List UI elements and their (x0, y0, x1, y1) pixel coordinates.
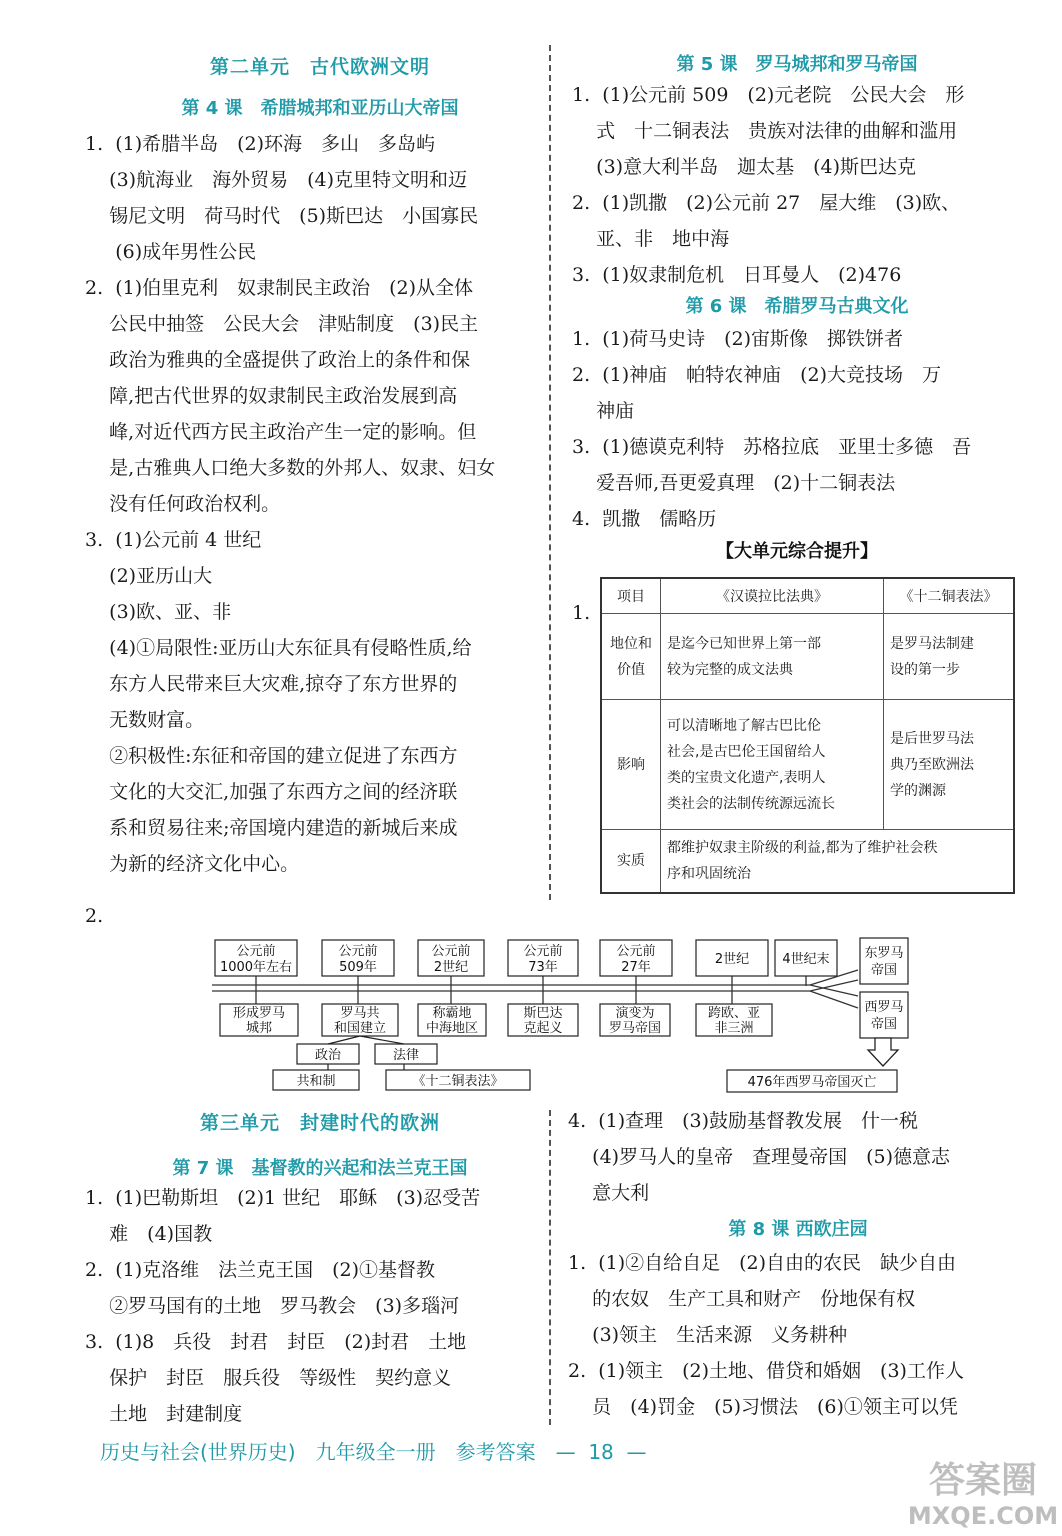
row-label: 影响 (601, 700, 661, 830)
timeline-event-line: 跨欧、亚 (707, 1006, 761, 1021)
answer-line: 亚、非 地中海 (572, 228, 730, 250)
lesson-7-title: 第 7 课 基督教的兴起和法兰克王国 (172, 1158, 468, 1179)
table-cell: 典乃至欧洲法 (890, 756, 974, 773)
fall-of-west-rome-label: 476年西罗马帝国灭亡 (747, 1075, 877, 1090)
column-divider-bottom (549, 1110, 551, 1425)
table-cell: 都维护奴隶主阶级的利益,都为了维护社会秩 (667, 840, 938, 856)
timeline-date-line: 27年 (621, 960, 651, 975)
answer-line: 1. (1)②自给自足 (2)自由的农民 缺少自由 (568, 1252, 957, 1274)
timeline-event-line: 克起义 (523, 1021, 563, 1036)
timeline-event-line: 罗马帝国 (608, 1021, 662, 1036)
answer-line: (3)领主 生活来源 义务耕种 (568, 1324, 848, 1346)
answer-line: 无数财富。 (85, 709, 205, 731)
answer-line: 神庙 (572, 400, 635, 422)
table-header-hammurabi: 《汉谟拉比法典》 (661, 578, 884, 614)
politics-label: 政治 (314, 1048, 342, 1063)
answer-line: 峰,对近代西方民主政治产生一定的影响。但 (85, 421, 477, 443)
table-cell: 类社会的法制传统源远流长 (667, 795, 835, 812)
answer-line: 是,古雅典人口绝大多数的外邦人、奴隶、妇女 (85, 457, 496, 479)
answer-line: 1. (1)公元前 509 (2)元老院 公民大会 形 (572, 84, 965, 106)
item-1-number: 1. (572, 602, 591, 624)
answer-line: (3)航海业 海外贸易 (4)克里特文明和迈 (85, 169, 467, 191)
answer-line: 式 十二铜表法 贵族对法律的曲解和滥用 (572, 120, 958, 142)
answer-line: 政治为雅典的全盛提供了政治上的条件和保 (85, 349, 471, 371)
answer-line: 3. (1)德谟克利特 苏格拉底 亚里士多德 吾 (572, 436, 972, 458)
lesson-5-title: 第 5 课 罗马城邦和罗马帝国 (676, 54, 918, 75)
unit-3-title: 第三单元 封建时代的欧洲 (199, 1112, 440, 1134)
unit-2-title: 第二单元 古代欧洲文明 (209, 56, 430, 78)
table-row (601, 830, 1014, 894)
table-header-item: 项目 (601, 578, 661, 614)
lesson-6-title: 第 6 课 希腊罗马古典文化 (685, 296, 909, 317)
answer-line: (4)①局限性:亚历山大东征具有侵略性质,给 (85, 637, 472, 659)
lesson-7-item-4 (568, 1103, 1028, 1211)
timeline-date-line: 公元前 (236, 944, 276, 959)
answer-line: 4. 凯撒 儒略历 (572, 508, 717, 530)
east-rome-label: 东罗马 (864, 946, 904, 961)
roman-history-timeline (0, 930, 1062, 1095)
answer-line: (3)欧、亚、非 (85, 601, 232, 623)
row-label: 价值 (617, 661, 645, 678)
row-label: 实质 (601, 830, 661, 894)
answer-line: (4)罗马人的皇帝 查理曼帝国 (5)德意志 (568, 1146, 950, 1168)
answer-line: ②罗马国有的土地 罗马教会 (3)多瑙河 (85, 1295, 460, 1317)
down-arrow-icon (868, 1038, 898, 1066)
answer-line: 2. (1)凯撒 (2)公元前 27 屋大维 (3)欧、 (572, 192, 961, 214)
item-2-number: 2. (85, 905, 104, 927)
lesson-8-title: 第 8 课 西欧庄园 (728, 1219, 868, 1240)
answer-line: 文化的大交汇,加强了东西方之间的经济联 (85, 781, 458, 803)
republic-label: 共和制 (296, 1074, 336, 1089)
answer-line: 员 (4)罚金 (5)习惯法 (6)①领主可以凭 (568, 1396, 958, 1418)
answer-line: 1. (1)希腊半岛 (2)环海 多山 多岛屿 (85, 133, 436, 155)
page-footer: 历史与社会(世界历史) 九年级全一册 参考答案 — 18 — (100, 1440, 647, 1464)
table-cell: 是迄今已知世界上第一部 (667, 635, 821, 652)
answer-line: (3)意大利半岛 迦太基 (4)斯巴达克 (572, 156, 916, 178)
summary-title: 【大单元综合提升】 (716, 541, 878, 562)
table-cell: 是后世罗马法 (890, 730, 974, 747)
watermark-logo (908, 1450, 1058, 1532)
lesson-4-answers (85, 126, 495, 882)
timeline-date-line: 公元前 (338, 944, 378, 959)
answer-line: 锡尼文明 荷马时代 (5)斯巴达 小国寡民 (85, 205, 479, 227)
answer-line: 没有任何政治权利。 (85, 493, 281, 515)
lesson-8-answers (568, 1245, 964, 1425)
answer-line: 1. (1)荷马史诗 (2)宙斯像 掷铁饼者 (572, 328, 904, 350)
table-cell: 设的第一步 (890, 661, 960, 678)
timeline-event-line: 和国建立 (333, 1021, 387, 1036)
timeline-event-line: 称霸地 (432, 1006, 472, 1021)
table-cell: 较为完整的成文法典 (667, 661, 793, 678)
watermark-text: 答案圈 (928, 1460, 1038, 1501)
timeline-date-line: 73年 (528, 960, 558, 975)
east-rome-label: 帝国 (870, 963, 898, 978)
table-cell: 序和巩固统治 (667, 866, 751, 882)
answer-line: 2. (1)领主 (2)土地、借贷和婚姻 (3)工作人 (568, 1360, 964, 1382)
timeline-date-line: 公元前 (523, 944, 563, 959)
timeline-event-line: 形成罗马 (232, 1006, 286, 1021)
west-rome-label: 西罗马 (864, 1000, 904, 1015)
answer-line: 爱吾师,吾更爱真理 (2)十二铜表法 (572, 472, 896, 494)
timeline-event-line: 非三洲 (714, 1021, 754, 1036)
table-cell: 学的渊源 (890, 782, 946, 799)
timeline-date-line: 1000年左右 (219, 960, 293, 975)
answer-line: 2. (1)克洛维 法兰克王国 (2)①基督教 (85, 1259, 436, 1281)
table-cell: 社会,是古巴伦王国留给人 (667, 743, 826, 760)
answer-line: 保护 封臣 服兵役 等级性 契约意义 (85, 1367, 452, 1389)
answer-line: 东方人民带来巨大灾难,掠夺了东方世界的 (85, 673, 458, 695)
answer-line: 障,把古代世界的奴隶制民主政治发展到高 (85, 385, 458, 407)
table-row (601, 614, 1014, 700)
answer-line: 3. (1)奴隶制危机 日耳曼人 (2)476 (572, 264, 902, 286)
watermark-url: MXQE.COM (908, 1502, 1058, 1530)
column-divider-top (549, 45, 551, 900)
answer-line: ②积极性:东征和帝国的建立促进了东西方 (85, 745, 458, 767)
answer-line: 土地 封建制度 (85, 1403, 243, 1425)
timeline-date-line: 4世纪末 (782, 952, 830, 967)
timeline-date-line: 2世纪 (433, 960, 469, 975)
timeline-event-line: 斯巴达 (523, 1006, 563, 1021)
answer-line: 难 (4)国教 (85, 1223, 213, 1245)
timeline-date-line: 509年 (339, 960, 377, 975)
answer-line: (2)亚历山大 (85, 565, 213, 587)
lesson-4-title: 第 4 课 希腊城邦和亚历山大帝国 (181, 98, 459, 119)
row-label: 地位和 (610, 635, 652, 652)
table-cell: 可以清晰地了解古巴比伦 (667, 717, 821, 734)
timeline-date-line: 2世纪 (714, 952, 750, 967)
table-cell: 类的宝贵文化遗产,表明人 (667, 769, 826, 786)
lesson-5-answers (572, 77, 964, 293)
timeline-event-line: 演变为 (615, 1006, 655, 1021)
answer-line: 3. (1)公元前 4 世纪 (85, 529, 262, 551)
timeline-event-line: 罗马共 (340, 1006, 380, 1021)
answer-line: 的农奴 生产工具和财产 份地保有权 (568, 1288, 916, 1310)
lesson-6-answers (572, 321, 971, 537)
law-label: 法律 (392, 1048, 420, 1063)
law-comparison-table (600, 577, 1015, 894)
answer-line: 1. (1)巴勒斯坦 (2)1 世纪 耶稣 (3)忍受苦 (85, 1187, 481, 1209)
answer-line: 公民中抽签 公民大会 津贴制度 (3)民主 (85, 313, 479, 335)
twelve-tables-label: 《十二铜表法》 (412, 1074, 504, 1089)
answer-line: 为新的经济文化中心。 (85, 853, 300, 875)
west-rome-label: 帝国 (870, 1017, 898, 1032)
timeline-date-line: 公元前 (616, 944, 656, 959)
answer-line: 2. (1)伯里克利 奴隶制民主政治 (2)从全体 (85, 277, 474, 299)
answer-line: 4. (1)查理 (3)鼓励基督教发展 什一税 (568, 1110, 919, 1132)
answer-line: 2. (1)神庙 帕特农神庙 (2)大竞技场 万 (572, 364, 942, 386)
answer-line: 系和贸易往来;帝国境内建造的新城后来成 (85, 817, 458, 839)
lesson-7-answers (85, 1180, 480, 1432)
timeline-date-line: 公元前 (431, 944, 471, 959)
answer-line: (6)成年男性公民 (85, 241, 257, 263)
table-cell: 是罗马法制建 (890, 635, 974, 652)
table-row (601, 700, 1014, 830)
timeline-event-line: 城邦 (245, 1021, 273, 1036)
answer-line: 意大利 (568, 1182, 650, 1204)
answer-line: 3. (1)8 兵役 封君 封臣 (2)封君 土地 (85, 1331, 467, 1353)
bottom-right-column (568, 1103, 1028, 1418)
table-header-row (601, 578, 1014, 614)
table-header-twelve-tables: 《十二铜表法》 (884, 578, 1015, 614)
timeline-event-line: 中海地区 (425, 1021, 479, 1036)
